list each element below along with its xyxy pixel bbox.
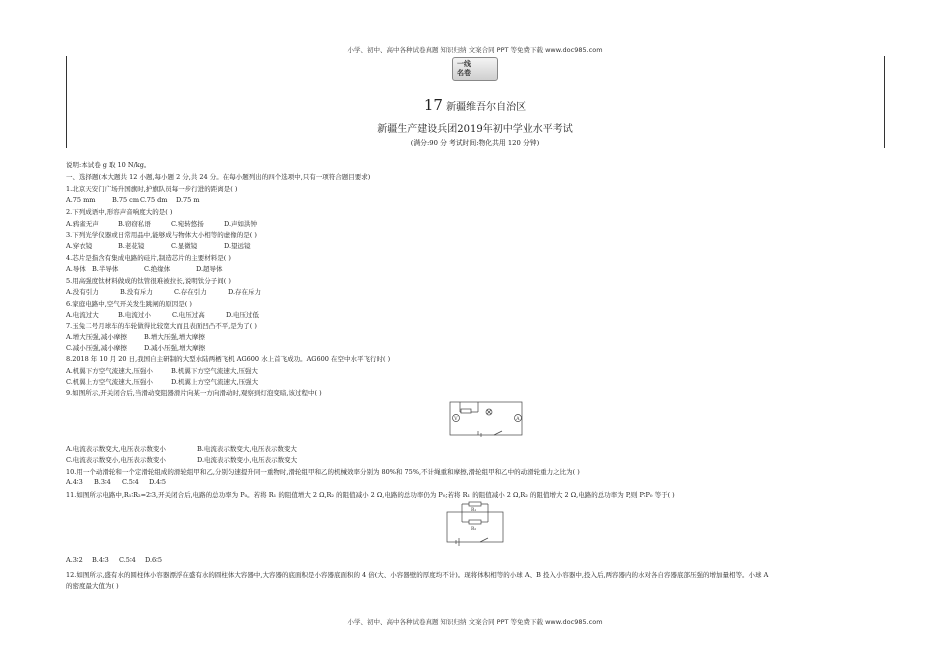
q9-option-d[interactable]: D.电流表示数变小,电压表示数变大 [197, 456, 298, 464]
q2-option-a[interactable]: A.鸦雀无声 [66, 220, 99, 228]
q10-option-a[interactable]: A.4∶3 [66, 478, 83, 486]
q6-option-a[interactable]: A.电流过大 [66, 311, 99, 319]
q10-stem: 10.用一个动滑轮和一个定滑轮组成的滑轮组甲和乙,分别匀速提升同一重物时,滑轮组甲和乙的机械效率分别为 80%和 75%,不计绳重和摩擦,滑轮组甲和乙中的动滑轮重力之比为( ) [66, 468, 580, 476]
q3-option-b[interactable]: B.老花镜 [118, 242, 145, 250]
q5-option-a[interactable]: A.没有引力 [66, 288, 99, 296]
q5-option-d[interactable]: D.存在斥力 [228, 288, 262, 296]
q4-option-d[interactable]: D.超导体 [196, 265, 223, 273]
q5-options [66, 287, 261, 296]
q3-option-d[interactable]: D.望远镜 [224, 242, 251, 250]
q2-option-c[interactable]: C.宛转悠扬 [171, 220, 204, 228]
q8-option-a[interactable]: A.机翼下方空气流速大,压强小 [66, 367, 153, 375]
q9-voltmeter-label: V [454, 417, 458, 422]
q7-option-a[interactable]: A.增大压强,减小摩擦 [66, 333, 127, 341]
q8-stem: 8.2018 年 10 月 20 日,我国自主研制的大型水陆两栖飞机 AG600 水上首飞成功。AG600 在空中水平飞行时( ) [66, 355, 391, 363]
q7-option-b[interactable]: B.增大压强,增大摩擦 [144, 333, 205, 341]
q6-stem: 6.家庭电路中,空气开关发生跳闸的原因是( ) [66, 300, 192, 308]
q4-option-b[interactable]: B.半导体 [92, 265, 119, 273]
q3-option-c[interactable]: C.显微镜 [171, 242, 198, 250]
exam-subtitle: (满分:90 分 考试时间:物化共用 120 分钟) [410, 139, 540, 147]
q6-option-c[interactable]: C.电压过高 [172, 311, 205, 319]
q8-option-c[interactable]: C.机翼上方空气流速大,压强小 [66, 378, 153, 386]
q9-stem: 9.如图所示,开关闭合后,当滑动变阻器滑片向某一方向滑动时,观察到灯泡变暗,该过程中( ) [66, 389, 322, 397]
q6-option-d[interactable]: D.电压过低 [226, 311, 260, 319]
q7-options-row2 [66, 343, 205, 352]
q1-option-c[interactable]: C.75 dm [140, 196, 168, 204]
q4-options [66, 264, 223, 273]
exam-badge [452, 57, 498, 81]
section-heading: 一、选择题(本大题共 12 小题,每小题 2 分,共 24 分。在每小题列出的四个选项中,只有一项符合题目要求) [66, 173, 371, 181]
q12-stem-line1: 12.如图所示,盛有水的圆柱体小容器漂浮在盛有水的圆柱体大容器中,大容器的底面积是小容器底面积的 4 倍(大、小容器壁的厚度均不计)。现将体积相等的小球 A、B 投入小容器中,投入后,两容器内的水对各自容器底部压强的增加量相等。小球 A [66, 571, 769, 579]
q1-option-a[interactable]: A.75 mm [66, 196, 96, 204]
q11-option-a[interactable]: A.3∶2 [66, 556, 83, 564]
q3-stem: 3.下列光学仪器或日常用品中,能够成与物体大小相等的虚像的是( ) [66, 231, 257, 239]
q4-stem: 4.芯片是指含有集成电路的硅片,制造芯片的主要材料是( ) [66, 254, 231, 262]
q1-option-d[interactable]: D.75 m [176, 196, 200, 204]
q11-r2-label: R₂ [471, 527, 477, 532]
q11-options [66, 556, 162, 564]
page-header: 小学、初中、高中各种试卷真题 知识归纳 文案合同 PPT 等免费下载 www.doc985.com [347, 46, 603, 54]
q4-option-a[interactable]: A.导体 [66, 265, 86, 273]
q7-option-c[interactable]: C.减小压强,减小摩擦 [66, 344, 127, 352]
badge-line2: 名卷 [457, 69, 471, 77]
q9-options-row2 [66, 455, 297, 464]
q11-option-d[interactable]: D.6∶5 [145, 556, 163, 564]
q8-options-row2 [66, 377, 258, 386]
q3-option-a[interactable]: A.穿衣镜 [66, 242, 93, 250]
q11-option-c[interactable]: C.5∶4 [119, 556, 136, 564]
q7-stem: 7.玉兔二号月球车的车轮做得比较宽大而且表面凹凸不平,是为了( ) [66, 322, 257, 330]
note: 说明:本试卷 g 取 10 N/kg。 [66, 161, 151, 169]
q8-option-b[interactable]: B.机翼下方空气流速大,压强大 [171, 367, 258, 375]
q12-stem-line2: 的密度最大值为( ) [66, 582, 119, 590]
q10-options [66, 478, 166, 486]
q9-option-c[interactable]: C.电流表示数变小,电压表示数变小 [66, 456, 166, 464]
q2-option-d[interactable]: D.声如洪钟 [224, 220, 258, 228]
q11-option-b[interactable]: B.4∶3 [92, 556, 109, 564]
q4-option-c[interactable]: C.绝缘体 [144, 265, 171, 273]
q9-circuit-diagram [446, 397, 526, 439]
exam-region: 新疆维吾尔自治区 [446, 102, 527, 113]
q8-option-d[interactable]: D.机翼上方空气流速大,压强大 [171, 378, 259, 386]
q3-options [66, 241, 251, 250]
q7-option-d[interactable]: D.减小压强,增大摩擦 [144, 344, 206, 352]
page-footer: 小学、初中、高中各种试卷真题 知识归纳 文案合同 PPT 等免费下载 www.doc985.com [347, 618, 603, 626]
q5-option-c[interactable]: C.存在引力 [174, 288, 207, 296]
q2-stem: 2.下列成语中,形容声音响度大的是( ) [66, 208, 173, 216]
exam-number: 17 [423, 96, 443, 114]
q8-options-row1 [66, 366, 258, 375]
q9-option-a[interactable]: A.电流表示数变大,电压表示数变小 [66, 445, 166, 453]
q11-r1-label: R₁ [471, 508, 477, 513]
q6-option-b[interactable]: B.电流过小 [118, 311, 151, 319]
q10-option-b[interactable]: B.3∶4 [94, 478, 111, 486]
q6-options [66, 310, 259, 319]
q2-options [66, 219, 257, 228]
q1-stem: 1.北京天安门广场升国旗时,护旗队员每一步行进的距离是( ) [66, 185, 238, 193]
q11-circuit-diagram [444, 500, 506, 546]
exam-name: 新疆生产建设兵团2019年初中学业水平考试 [377, 124, 573, 135]
q9-option-b[interactable]: B.电流表示数变大,电压表示数变大 [197, 445, 297, 453]
q7-options-row1 [66, 332, 205, 341]
q9-ammeter-label: A [516, 417, 520, 422]
q9-options-row1 [66, 444, 297, 453]
q1-options [66, 196, 200, 204]
q2-option-b[interactable]: B.窃窃私语 [118, 220, 151, 228]
q10-option-d[interactable]: D.4∶5 [149, 478, 167, 486]
q11-stem: 11.如图所示电路中,R₁∶R₂=2∶3,开关闭合后,电路的总功率为 P₀。若将 R₁ 的阻值增大 2 Ω,R₂ 的阻值减小 2 Ω,电路的总功率仍为 P₀;若将 R₁ 的阻值减小 2 Ω,R₂ 的阻值增大 2 Ω,电路的总功率为 P,则 P∶P₀ 等于( ) [66, 491, 675, 499]
q1-option-b[interactable]: B.75 cm [112, 196, 139, 204]
badge-line1: 一线 [457, 60, 471, 68]
q5-stem: 5.用高强度钛材料做成的钛管很难被拉长,说明钛分子间( ) [66, 277, 231, 285]
q10-option-c[interactable]: C.5∶4 [122, 478, 139, 486]
q5-option-b[interactable]: B.没有斥力 [120, 288, 153, 296]
exam-title [0, 96, 950, 114]
